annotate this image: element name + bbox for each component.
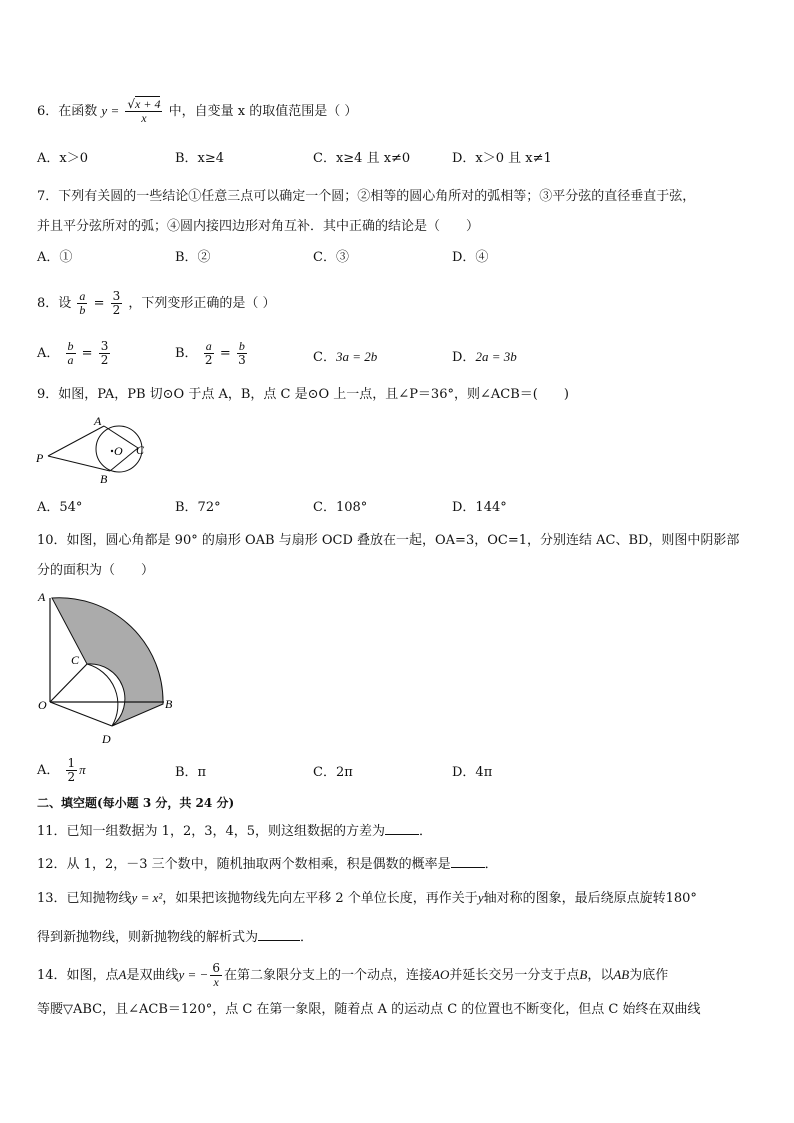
- q14-pt-b: B: [579, 967, 588, 983]
- q8-option-c: [313, 350, 377, 364]
- q13-line1: [37, 891, 697, 905]
- q10-line2: 分的面积为（ ）: [37, 563, 155, 578]
- q13-yaxis: y: [477, 890, 484, 905]
- question-8: [37, 290, 276, 317]
- q8-option-a-rfrac: [99, 340, 111, 367]
- q14-line1b: 是双曲线: [126, 968, 179, 984]
- q12-answer-blank[interactable]: [451, 856, 485, 868]
- q13-line1c: 轴对称的图象，最后绕原点旋转: [483, 891, 666, 906]
- q9-text: 9．如图，PA，PB 切⊙O 于点 A，B，点 C 是⊙O 上一点，且∠P＝36°，则∠ACB＝( ): [37, 387, 569, 402]
- q10-option-c: C．2π: [313, 765, 353, 780]
- q6-option-a: A．x＞0: [37, 151, 88, 166]
- q8-rnum: 3: [112, 289, 121, 303]
- q13-line2: 得到新抛物线，则新抛物线的解析式为: [37, 930, 259, 945]
- q10-segment-oc: [50, 664, 87, 702]
- q13-line2-wrap: [37, 929, 313, 944]
- q8-den: b: [79, 303, 86, 318]
- q10-label-a: A: [38, 590, 46, 604]
- q9-tangent-pa: [48, 426, 104, 456]
- q10-option-a: [37, 757, 86, 784]
- q14-den: x: [213, 975, 219, 990]
- q10-label-b: B: [165, 697, 173, 711]
- q8-eq: =: [93, 296, 105, 312]
- q9-option-d: D．144°: [452, 500, 507, 515]
- q13-deg: 180°: [665, 891, 697, 906]
- q10-shaded-region: [52, 598, 163, 726]
- q14-line1d: 并延长交另一分支于点: [449, 968, 580, 984]
- q8-option-b-rfrac: [237, 340, 247, 367]
- q8-tail: ，下列变形正确的是（ ）: [128, 296, 276, 312]
- q10-label-d: D: [102, 732, 111, 746]
- q12-text: 12．从 1，2，－3 三个数中，随机抽取两个数相乘，积是偶数的概率是: [37, 857, 451, 872]
- q11-text: 11．已知一组数据为 1，2，3，4，5，则这组数据的方差为: [37, 824, 386, 839]
- q14-y-eq: y = −: [178, 967, 209, 983]
- q11-end: ．: [419, 824, 433, 839]
- q10-segment-od: [50, 702, 112, 726]
- q8-option-d: [452, 350, 517, 364]
- q10-option-a-den: 2: [67, 770, 76, 785]
- q9-option-c: C．108°: [313, 500, 368, 515]
- q10-option-b: B．π: [175, 765, 207, 780]
- q12-end: ．: [484, 857, 498, 872]
- q8-option-b-frac: [204, 340, 214, 367]
- q10-label-c: C: [71, 653, 80, 667]
- q8-option-b-rden: 3: [238, 353, 246, 368]
- q6-option-c: C．x≥4 且 x≠0: [313, 151, 411, 166]
- q9-center-dot: [111, 450, 113, 452]
- question-12: [37, 856, 498, 871]
- q14-line1: [37, 962, 668, 989]
- q8-fraction-right: [111, 290, 123, 317]
- q9-label-c: C: [136, 443, 145, 457]
- q10-option-a-label: A．: [37, 763, 60, 779]
- q10-option-a-frac: [66, 757, 78, 784]
- q13-end: ．: [300, 930, 314, 945]
- q8-option-b: [175, 340, 249, 367]
- q8-fraction-left: [77, 290, 87, 317]
- q8-option-a: [37, 340, 112, 367]
- q14-fraction: [210, 962, 222, 989]
- q8-lead: 8．设: [37, 296, 72, 312]
- q9-label-p: P: [36, 451, 44, 465]
- q7-option-b: B．②: [175, 250, 211, 265]
- q8-option-a-eq: =: [81, 346, 93, 362]
- q9-label-b: B: [100, 472, 108, 486]
- q9-option-b: B．72°: [175, 500, 221, 515]
- q6-sqrt: √x + 4: [127, 97, 161, 111]
- q8-option-a-label: A．: [37, 346, 60, 362]
- q6-option-b: B．x≥4: [175, 151, 225, 166]
- q14-num: 6: [212, 961, 220, 975]
- q7-line1: 7．下列有关圆的一些结论①任意三点可以确定一个圆；②相等的圆心角所对的弧相等；③平分弦的直径垂直于弦，: [37, 189, 696, 204]
- q6-tail: 中，自变量 x 的取值范围是（ ）: [168, 104, 358, 120]
- q8-option-d-label: D．: [452, 350, 476, 365]
- q8-option-a-rnum: 3: [100, 339, 109, 353]
- q8-option-a-den: a: [67, 353, 74, 368]
- question-11: [37, 823, 432, 838]
- q9-option-a: A．54°: [37, 500, 83, 515]
- q9-label-o: O: [114, 444, 123, 458]
- q7-option-a: A．①: [37, 250, 73, 265]
- q6-den: x: [141, 111, 147, 126]
- q7-option-d: D．④: [452, 250, 489, 265]
- q7-line2: 并且平分弦所对的弧；④圆内接四边形对角互补．其中正确的结论是（ ）: [37, 219, 480, 234]
- q10-option-a-pi: π: [79, 762, 86, 778]
- q7-option-c: C．③: [313, 250, 349, 265]
- q14-line1e: ，以: [587, 968, 614, 984]
- q6-sqrt-body: x + 4: [135, 97, 161, 111]
- q14-line1a: 14．如图，点: [37, 968, 119, 984]
- q8-option-a-rden: 2: [100, 353, 109, 368]
- q10-figure: [36, 588, 186, 750]
- q10-line1: 10．如图，圆心角都是 90° 的扇形 OAB 与扇形 OCD 叠放在一起，OA=3，OC=1，分别连结 AC、BD，则图中阴影部: [37, 533, 740, 548]
- q14-seg-ab: AB: [613, 967, 630, 983]
- q8-option-c-expr: 3a = 2b: [335, 349, 378, 364]
- q14-seg-ao: AO: [432, 967, 450, 983]
- q13-line1b: ，如果把该抛物线先向左平移 2 个单位长度，再作关于: [162, 891, 478, 906]
- q13-line1a: 13．已知抛物线: [37, 891, 132, 906]
- q8-num: a: [79, 289, 86, 303]
- q8-option-b-eq: =: [219, 346, 231, 362]
- q14-line1c: 在第二象限分支上的一个动点，连接: [223, 968, 432, 984]
- q14-line1f: 为底作: [629, 968, 669, 984]
- q8-option-b-rnum: b: [238, 339, 245, 353]
- q9-label-a: A: [94, 414, 102, 428]
- q14-pt-a: A: [118, 967, 127, 983]
- q14-line2: 等腰▽ABC，且∠ACB＝120°，点 C 在第一象限，随着点 A 的运动点 C 的位置也不断变化，但点 C 始终在双曲线: [37, 1002, 701, 1017]
- q8-option-c-label: C．: [313, 350, 336, 365]
- q10-label-o: O: [38, 698, 47, 712]
- q6-fraction: [125, 98, 162, 125]
- q11-answer-blank[interactable]: [385, 823, 419, 835]
- q10-option-a-num: 1: [67, 756, 76, 770]
- q6-option-d: D．x＞0 且 x≠1: [452, 151, 552, 166]
- q8-option-b-num: a: [205, 339, 212, 353]
- q8-option-a-frac: [66, 340, 76, 367]
- q8-option-a-num: b: [67, 339, 74, 353]
- q9-figure: [34, 414, 154, 486]
- q10-option-d: D．4π: [452, 765, 493, 780]
- q13-expr: y = x²: [131, 890, 163, 905]
- question-6: [37, 98, 357, 125]
- q8-option-b-label: B．: [175, 346, 198, 362]
- q8-rden: 2: [112, 303, 121, 318]
- q8-option-b-den: 2: [204, 353, 213, 368]
- section-fill-in-title: 二、填空题(每小题 3 分，共 24 分): [37, 796, 235, 810]
- q6-lead: 6．在函数: [37, 104, 98, 120]
- q13-answer-blank[interactable]: [258, 929, 300, 941]
- q6-y-eq: y =: [101, 103, 120, 119]
- q8-option-d-expr: 2a = 3b: [475, 349, 517, 364]
